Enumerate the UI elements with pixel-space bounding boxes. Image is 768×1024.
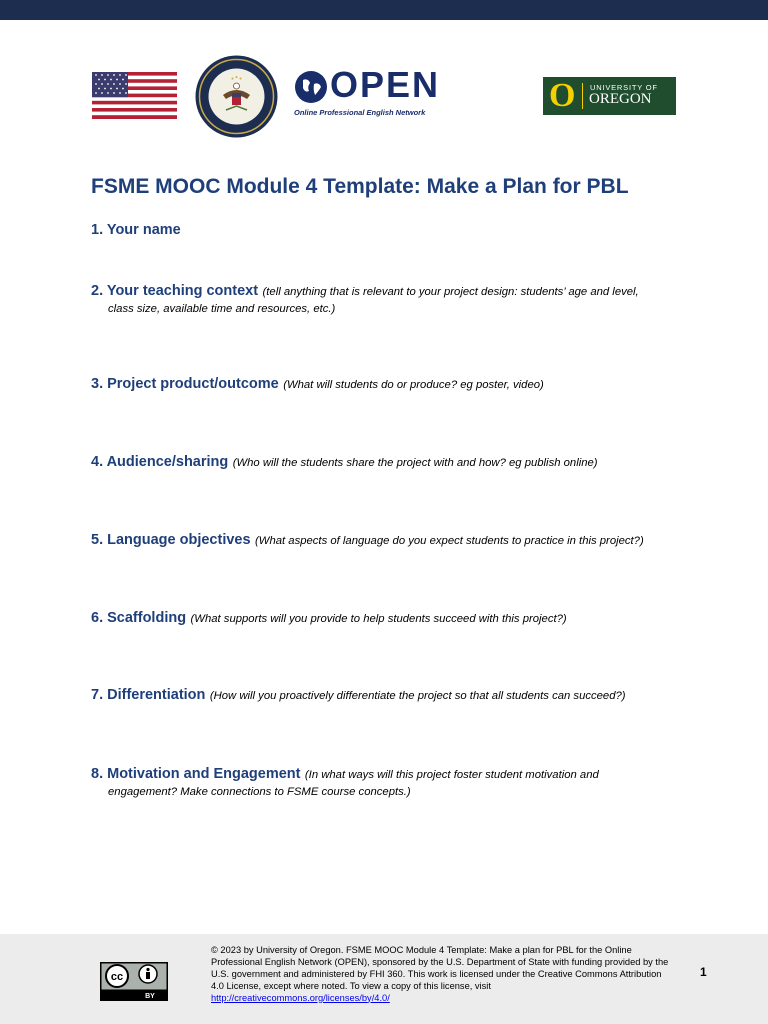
open-wordmark: OPEN: [330, 64, 441, 105]
section-note: (What aspects of language do you expect students to practice in this project?): [255, 535, 644, 547]
section-note: (tell anything that is relevant to your project design: students’ age and level,: [262, 286, 639, 298]
section-audience-sharing: [91, 453, 671, 471]
section-your-name: [91, 221, 671, 239]
top-banner: [0, 0, 768, 20]
section-heading: 2. Your teaching context: [91, 283, 259, 299]
license-text: [211, 945, 671, 1005]
section-note: (What will students do or produce? eg poster, video): [283, 379, 544, 391]
open-logo: [294, 64, 441, 122]
license-body: © 2023 by University of Oregon. FSME MOOC Module 4 Template: Make a plan for PBL for the Online Professional English Network (OPEN), sponsored by the U.S. Department of State with funding provided by the U.S. government and administered by FHI 360. This work is licensed under the Creative Commons Attribution 4.0 License, except where noted. To view a copy of this license, visit: [211, 945, 669, 991]
section-note-continued: class size, available time and resources, etc.): [108, 303, 336, 315]
license-link[interactable]: http://creativecommons.org/licenses/by/4.0/: [211, 992, 390, 1003]
section-heading: 4. Audience/sharing: [91, 454, 229, 470]
globe-icon: [294, 70, 328, 104]
section-scaffolding: [91, 609, 671, 627]
section-language-objectives: [91, 531, 671, 549]
section-motivation-engagement: [91, 765, 671, 800]
section-heading: 7. Differentiation: [91, 687, 206, 703]
cc-label: cc: [110, 971, 124, 983]
section-note: (In what ways will this project foster student motivation and: [304, 769, 599, 781]
oregon-name: OREGON: [589, 91, 652, 107]
section-heading: 1. Your name: [91, 222, 181, 238]
section-note-continued: engagement? Make connections to FSME course concepts.): [108, 786, 411, 798]
us-flag-icon: [92, 72, 177, 119]
section-note: (What supports will you provide to help students succeed with this project?): [190, 613, 567, 625]
open-subtitle: Online Professional English Network: [294, 108, 426, 117]
logo-divider: [582, 83, 583, 109]
section-project-product: [91, 375, 671, 393]
page-title: FSME MOOC Module 4 Template: Make a Plan for PBL: [91, 175, 629, 198]
oregon-university-of: UNIVERSITY OF: [590, 83, 658, 92]
page-number: 1: [700, 965, 707, 979]
university-of-oregon-logo: [543, 77, 676, 115]
section-heading: 5. Language objectives: [91, 532, 251, 548]
by-label: BY: [145, 993, 155, 1000]
section-note: (Who will the students share the project with and how? eg publish online): [232, 457, 598, 469]
creative-commons-by-icon: [100, 962, 168, 1001]
section-differentiation: [91, 686, 671, 704]
oregon-o-mark: O: [549, 77, 576, 114]
section-heading: 3. Project product/outcome: [91, 376, 279, 392]
department-of-state-seal-icon: [195, 55, 278, 138]
section-heading: 6. Scaffolding: [91, 610, 187, 626]
section-note: (How will you proactively differentiate the project so that all students can succeed?): [209, 690, 626, 702]
section-heading: 8. Motivation and Engagement: [91, 766, 301, 782]
section-teaching-context: [91, 282, 671, 317]
